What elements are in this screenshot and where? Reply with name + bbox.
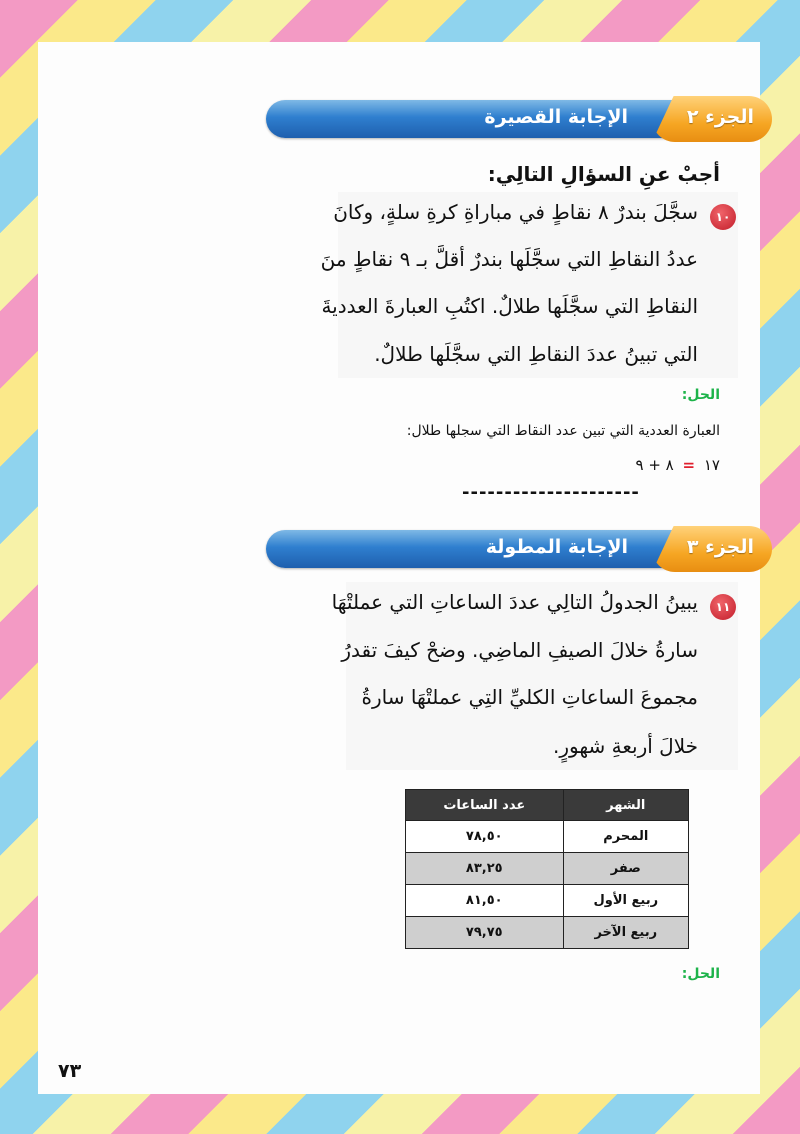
cell-month: صفر — [563, 853, 688, 885]
header-month: الشهر — [563, 790, 688, 821]
answer-expr-right: ١٧ — [703, 456, 720, 474]
separator-line: --------------------- — [462, 482, 640, 503]
question11-line: مجموعَ الساعاتِ الكليِّ التِي عملتْهَا سارةُ — [361, 685, 698, 709]
table-row — [406, 885, 689, 917]
table-header-row — [406, 790, 689, 821]
cell-month: ربيع الآخر — [563, 917, 688, 949]
part3-label: الجزء ٣ — [686, 536, 754, 558]
question10-line: النقاطِ التي سجَّلَها طلالٌ. اكتُبِ العبارةَ العدديةَ — [321, 294, 698, 318]
cell-month: المحرم — [563, 821, 688, 853]
cell-month: ربيع الأول — [563, 885, 688, 917]
part3-banner — [266, 526, 772, 572]
question10-line: سجَّلَ بندرٌ ٨ نقاطٍ في مباراةِ كرةِ سلةٍ، وكانَ — [333, 200, 698, 224]
part3-title: الإجابة المطولة — [485, 536, 628, 558]
answer-text: العبارة العددية التي تبين عدد النقاط التي سجلها طلال: — [406, 423, 720, 439]
cell-hours: ٨١,٥٠ — [406, 885, 564, 917]
table-row — [406, 917, 689, 949]
header-hours: عدد الساعات — [406, 790, 564, 821]
cell-hours: ٧٩,٧٥ — [406, 917, 564, 949]
table-row — [406, 821, 689, 853]
instruction-heading: أجبْ عنِ السؤالِ التالِي: — [487, 162, 720, 186]
solution-label: الحل: — [681, 387, 720, 403]
question10-line: عددُ النقاطِ التي سجَّلَها بندرٌ أقلَّ بـ ٩ نقاطٍ منَ — [320, 247, 698, 271]
question11-number: ١١ — [710, 594, 736, 620]
hours-table — [405, 789, 689, 949]
cell-hours: ٧٨,٥٠ — [406, 821, 564, 853]
question10-line: التي تبينُ عددَ النقاطِ التي سجَّلَها طلالٌ. — [374, 342, 698, 366]
cell-hours: ٨٣,٢٥ — [406, 853, 564, 885]
part2-label: الجزء ٢ — [686, 106, 754, 128]
table-row — [406, 853, 689, 885]
solution-label: الحل: — [681, 966, 720, 982]
part2-banner — [266, 96, 772, 142]
question11-line: خلالَ أربعةِ شهورٍ. — [552, 734, 698, 758]
answer-expr-left: ٨ + ٩ — [635, 456, 674, 474]
question10-number: ١٠ — [710, 204, 736, 230]
answer-expression — [636, 456, 721, 474]
page-number: ٧٣ — [58, 1060, 82, 1082]
equals-sign: = — [682, 456, 696, 474]
question11-line: يبينُ الجدولُ التالِي عددَ الساعاتِ التي عملتْهَا — [331, 590, 698, 614]
question11-line: سارةُ خلالَ الصيفِ الماضِي. وضحْ كيفَ تقدرُ — [341, 638, 698, 662]
part2-title: الإجابة القصيرة — [484, 106, 628, 128]
